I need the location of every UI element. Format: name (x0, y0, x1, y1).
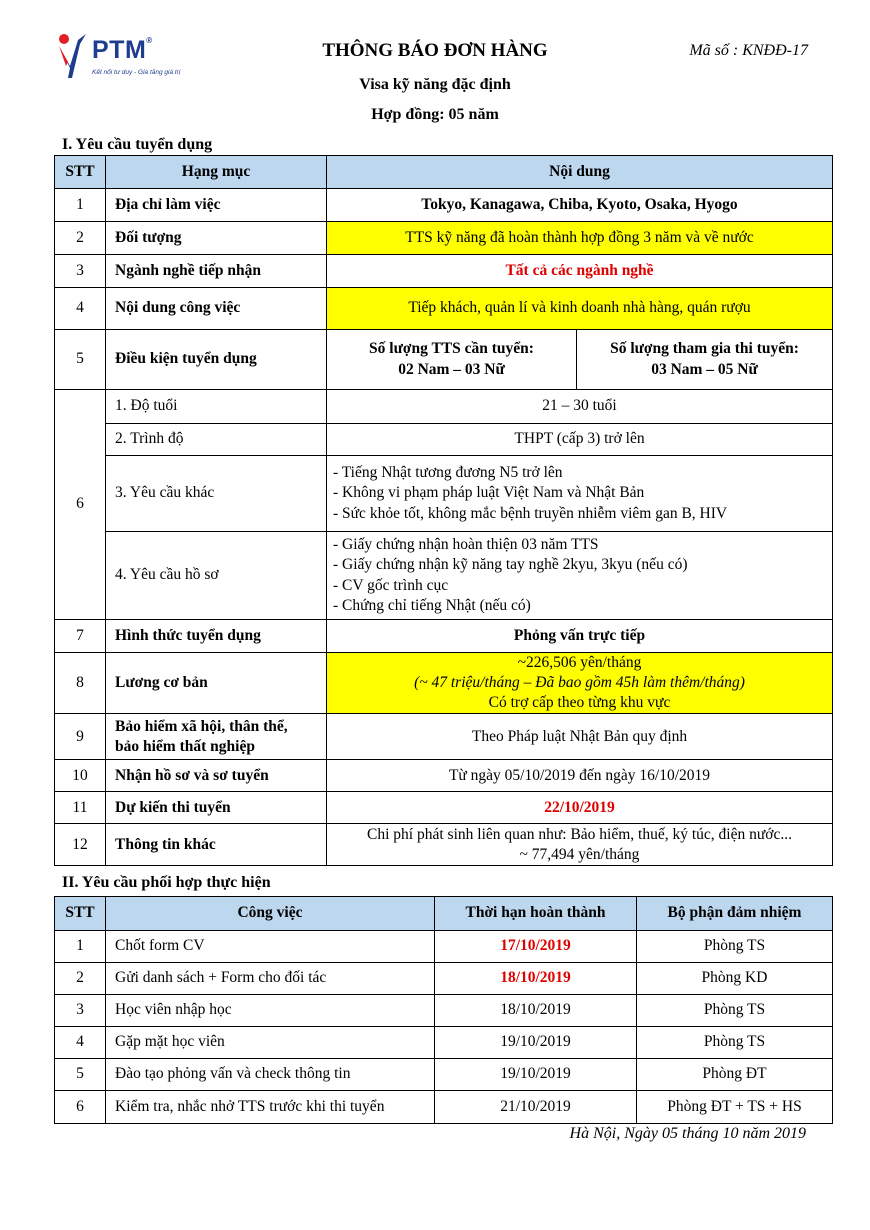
row-dept: Phòng TS (637, 931, 833, 963)
row-item: 4. Yêu cầu hồ sơ (106, 532, 327, 620)
visa-type: Visa kỹ năng đặc định (359, 76, 511, 93)
row-item: 3. Yêu cầu khác (106, 456, 327, 532)
row-item: Địa chỉ làm việc (106, 189, 327, 222)
document-requirements (327, 532, 833, 620)
table-header-row (55, 897, 833, 931)
exam-quota-label: Số lượng tham gia thi tuyển: (610, 340, 799, 358)
age-requirement: 21 – 30 tuổi (327, 390, 833, 424)
base-salary (327, 653, 833, 714)
row-stt: 4 (55, 1027, 106, 1059)
logo-wordmark: PTM® (92, 36, 153, 64)
table-row (55, 288, 833, 330)
row-stt: 7 (55, 620, 106, 653)
recruit-quota (327, 330, 577, 390)
table-row (55, 995, 833, 1027)
ptm-logo-icon (56, 32, 90, 82)
table-row (55, 792, 833, 824)
row-stt: 12 (55, 824, 106, 866)
row-deadline: 18/10/2019 (435, 995, 637, 1027)
row-stt: 8 (55, 653, 106, 714)
insurance-info: Theo Pháp luật Nhật Bản quy định (327, 714, 833, 760)
recruit-quota-value: 02 Nam – 03 Nữ (398, 360, 505, 378)
row-item: 2. Trình độ (106, 424, 327, 456)
list-item: - Chứng chỉ tiếng Nhật (nếu có) (333, 596, 531, 614)
coordination-table (54, 896, 833, 1124)
row-deadline: 21/10/2019 (435, 1091, 637, 1124)
other-info-line: Chi phí phát sinh liên quan như: Bảo hiểm, thuế, ký túc, điện nước... (367, 825, 792, 843)
row-task: Gặp mặt học viên (106, 1027, 435, 1059)
signing-date: Hà Nội, Ngày 05 tháng 10 năm 2019 (569, 1125, 806, 1142)
row-stt: 3 (55, 255, 106, 288)
row-item: Hình thức tuyển dụng (106, 620, 327, 653)
table-row (55, 1059, 833, 1091)
exam-quota (577, 330, 833, 390)
table-row (55, 424, 833, 456)
other-info-line: ~ 77,494 yên/tháng (519, 845, 640, 863)
row-stt: 6 (55, 390, 106, 620)
other-info (327, 824, 833, 866)
row-item: Dự kiến thi tuyển (106, 792, 327, 824)
contract-term: Hợp đồng: 05 năm (371, 106, 499, 123)
row-task: Gửi danh sách + Form cho đối tác (106, 963, 435, 995)
table-row (55, 222, 833, 255)
row-deadline: 17/10/2019 (435, 931, 637, 963)
recruitment-method: Phỏng vấn trực tiếp (327, 620, 833, 653)
other-requirements (327, 456, 833, 532)
row-dept: Phòng TS (637, 1027, 833, 1059)
document-title: THÔNG BÁO ĐƠN HÀNG (322, 40, 548, 61)
table-row (55, 653, 833, 714)
row-dept: Phòng ĐT (637, 1059, 833, 1091)
exam-quota-value: 03 Nam – 05 Nữ (651, 360, 758, 378)
document-code: Mã số : KNĐĐ-17 (689, 42, 808, 59)
salary-amount: ~226,506 yên/tháng (517, 654, 642, 671)
row-stt: 5 (55, 330, 106, 390)
table-row (55, 760, 833, 792)
list-item: - Không vi phạm pháp luật Việt Nam và Nhật Bản (333, 484, 645, 502)
row-stt: 11 (55, 792, 106, 824)
col-header-content: Nội dung (327, 156, 833, 189)
row-item: Nội dung công việc (106, 288, 327, 330)
list-item: - Giấy chứng nhận hoàn thiện 03 năm TTS (333, 536, 599, 554)
education-requirement: THPT (cấp 3) trở lên (327, 424, 833, 456)
table-row (55, 931, 833, 963)
job-description: Tiếp khách, quản lí và kinh doanh nhà hàng, quán rượu (327, 288, 833, 330)
row-stt: 9 (55, 714, 106, 760)
row-stt: 10 (55, 760, 106, 792)
row-stt: 5 (55, 1059, 106, 1091)
col-header-task: Công việc (106, 897, 435, 931)
table-row (55, 390, 833, 424)
exam-date: 22/10/2019 (327, 792, 833, 824)
table-row (55, 330, 833, 390)
table-row (55, 1027, 833, 1059)
row-deadline: 19/10/2019 (435, 1027, 637, 1059)
table-row (55, 714, 833, 760)
accepted-industries: Tất cả các ngành nghề (327, 255, 833, 288)
row-stt: 3 (55, 995, 106, 1027)
salary-allowance: Có trợ cấp theo từng khu vực (488, 694, 671, 712)
list-item: - Giấy chứng nhận kỹ năng tay nghề 2kyu, 3kyu (nếu có) (333, 556, 688, 574)
target-candidates: TTS kỹ năng đã hoàn thành hợp đồng 3 năm và về nước (327, 222, 833, 255)
logo-slogan: Kết nối tư duy - Gia tăng giá trị (92, 69, 181, 76)
row-task: Đào tạo phỏng vấn và check thông tin (106, 1059, 435, 1091)
table-row (55, 620, 833, 653)
col-header-dept: Bộ phận đảm nhiệm (637, 897, 833, 931)
table-header-row (55, 156, 833, 189)
row-item: Nhận hồ sơ và sơ tuyển (106, 760, 327, 792)
row-item: 1. Độ tuổi (106, 390, 327, 424)
col-header-stt: STT (55, 156, 106, 189)
section-2-heading: II. Yêu cầu phối hợp thực hiện (62, 874, 271, 891)
row-item: Lương cơ bản (106, 653, 327, 714)
table-row (55, 824, 833, 866)
row-dept: Phòng TS (637, 995, 833, 1027)
row-task: Học viên nhập học (106, 995, 435, 1027)
salary-note: (~ 47 triệu/tháng – Đã bao gồm 45h làm thêm/tháng) (414, 674, 745, 692)
row-item: Điều kiện tuyển dụng (106, 330, 327, 390)
row-stt: 1 (55, 931, 106, 963)
company-logo (56, 32, 206, 82)
row-item-line: bảo hiểm thất nghiệp (115, 737, 255, 755)
row-item: Ngành nghề tiếp nhận (106, 255, 327, 288)
row-item: Đối tượng (106, 222, 327, 255)
table-row (55, 963, 833, 995)
row-task: Chốt form CV (106, 931, 435, 963)
row-deadline: 18/10/2019 (435, 963, 637, 995)
section-1-heading: I. Yêu cầu tuyển dụng (62, 136, 213, 153)
row-item-line: Bảo hiểm xã hội, thân thể, (115, 717, 288, 735)
list-item: - Tiếng Nhật tương đương N5 trở lên (333, 464, 563, 482)
row-deadline: 19/10/2019 (435, 1059, 637, 1091)
table-row (55, 255, 833, 288)
row-dept: Phòng ĐT + TS + HS (637, 1091, 833, 1124)
row-stt: 6 (55, 1091, 106, 1124)
list-item: - Sức khỏe tốt, không mắc bệnh truyền nhiễm viêm gan B, HIV (333, 504, 728, 522)
row-item: Thông tin khác (106, 824, 327, 866)
col-header-deadline: Thời hạn hoàn thành (435, 897, 637, 931)
col-header-stt: STT (55, 897, 106, 931)
row-task: Kiểm tra, nhắc nhở TTS trước khi thi tuyển (106, 1091, 435, 1124)
row-stt: 1 (55, 189, 106, 222)
row-stt: 2 (55, 963, 106, 995)
row-item (106, 714, 327, 760)
row-stt: 2 (55, 222, 106, 255)
recruit-quota-label: Số lượng TTS cần tuyển: (369, 340, 534, 358)
work-location: Tokyo, Kanagawa, Chiba, Kyoto, Osaka, Hyogo (327, 189, 833, 222)
application-period: Từ ngày 05/10/2019 đến ngày 16/10/2019 (327, 760, 833, 792)
col-header-item: Hạng mục (106, 156, 327, 189)
table-row (55, 532, 833, 620)
list-item: - CV gốc trình cục (333, 576, 449, 594)
row-dept: Phòng KD (637, 963, 833, 995)
row-stt: 4 (55, 288, 106, 330)
table-row (55, 456, 833, 532)
table-row (55, 1091, 833, 1124)
table-row (55, 189, 833, 222)
recruitment-requirements-table (54, 155, 833, 866)
